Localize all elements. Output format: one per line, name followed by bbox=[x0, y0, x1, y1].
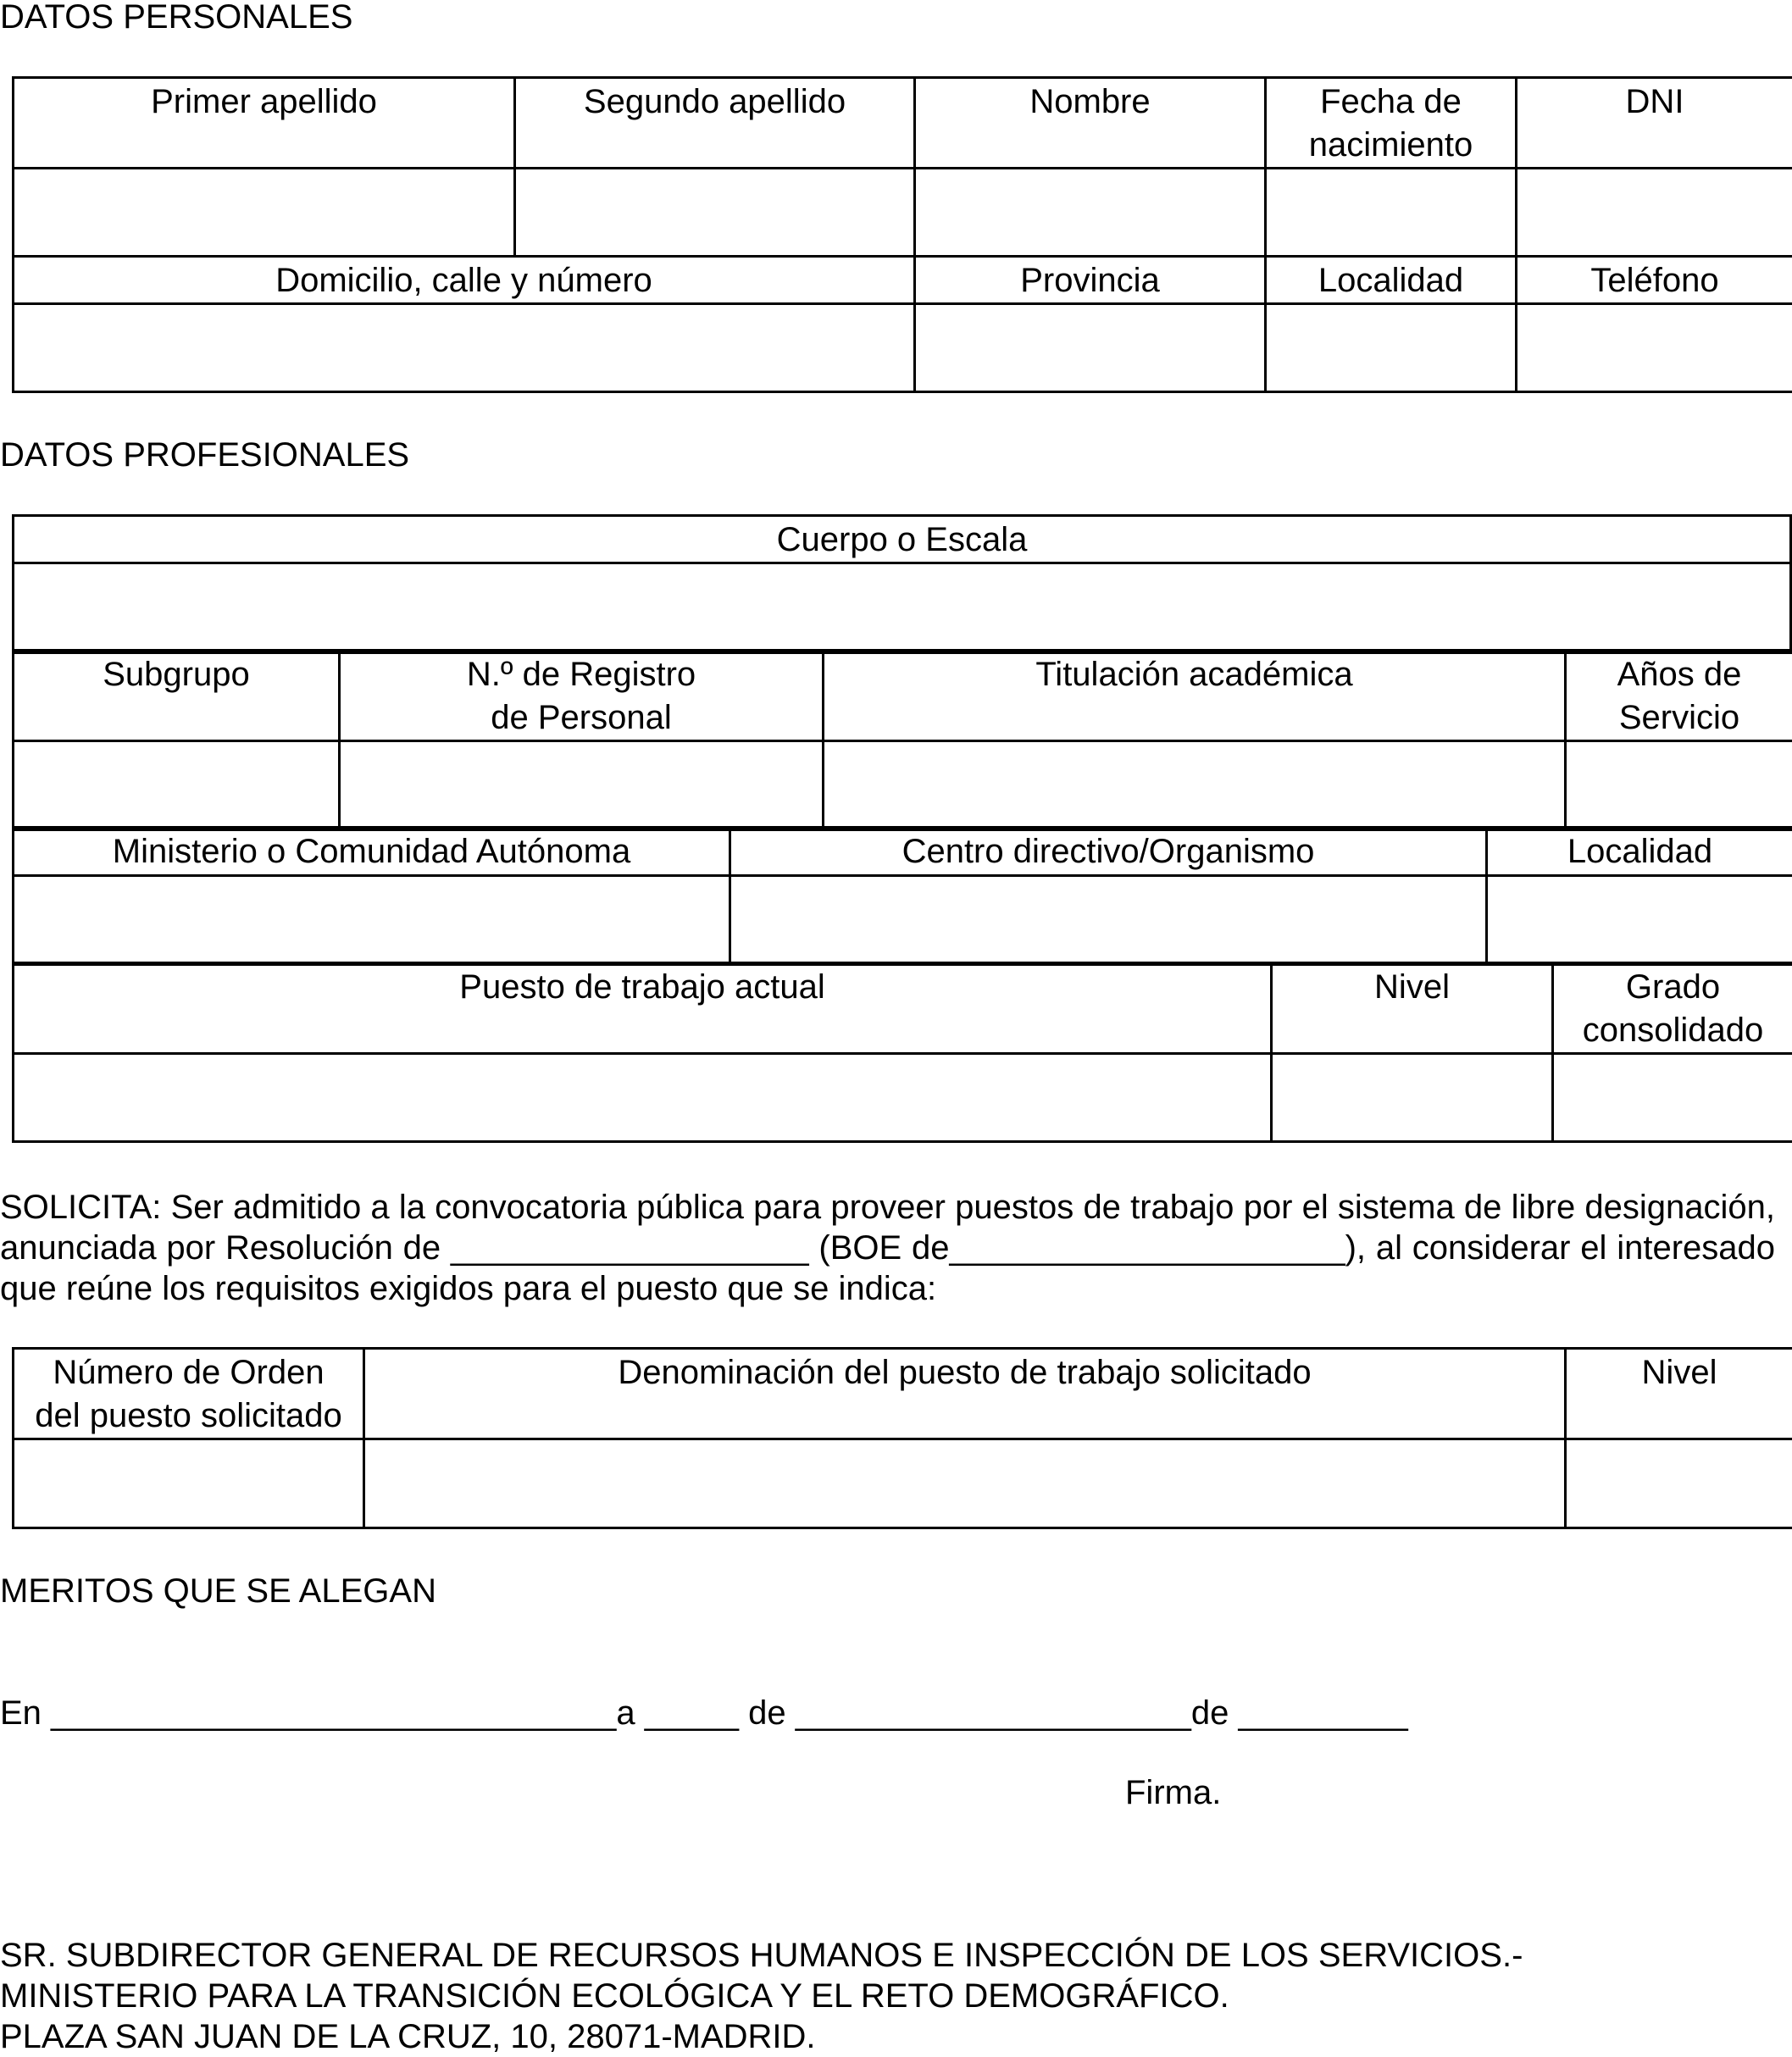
input-segundo-apellido[interactable] bbox=[515, 169, 915, 257]
input-numero-orden[interactable] bbox=[14, 1439, 364, 1528]
addressee-line-2: MINISTERIO PARA LA TRANSICIÓN ECOLÓGICA Y EL RETO DEMOGRÁFICO. bbox=[0, 1977, 1229, 2015]
input-domicilio[interactable] bbox=[14, 304, 915, 392]
section-title-personal: DATOS PERSONALES bbox=[0, 0, 353, 36]
input-nombre[interactable] bbox=[915, 169, 1266, 257]
header-dni: DNI bbox=[1517, 78, 1792, 169]
header-fecha-nacimiento: Fecha de nacimiento bbox=[1266, 78, 1517, 169]
header-denominacion-puesto: Denominación del puesto de trabajo solicitado bbox=[364, 1349, 1566, 1439]
header-cuerpo-escala: Cuerpo o Escala bbox=[14, 516, 1791, 563]
input-provincia[interactable] bbox=[915, 304, 1266, 392]
input-titulacion[interactable] bbox=[824, 741, 1566, 830]
header-titulacion: Titulación académica bbox=[824, 651, 1566, 741]
header-localidad-destino: Localidad bbox=[1487, 828, 1792, 876]
professional-subgrupo-table bbox=[12, 649, 1792, 831]
input-cuerpo-escala[interactable] bbox=[14, 563, 1791, 653]
input-centro-directivo[interactable] bbox=[730, 876, 1487, 965]
input-localidad-destino[interactable] bbox=[1487, 876, 1792, 965]
header-nivel-actual: Nivel bbox=[1272, 963, 1553, 1054]
addressee-line-3: PLAZA SAN JUAN DE LA CRUZ, 10, 28071-MADRID. bbox=[0, 2018, 816, 2055]
professional-puesto-table bbox=[12, 962, 1792, 1143]
input-telefono[interactable] bbox=[1517, 304, 1792, 392]
header-registro-personal: N.º de Registro de Personal bbox=[340, 651, 824, 741]
place-date-line[interactable]: En ______________________________a _____ de _____________________de _________ bbox=[0, 1694, 1408, 1732]
header-provincia: Provincia bbox=[915, 257, 1266, 304]
input-nivel-solicitado[interactable] bbox=[1566, 1439, 1792, 1528]
header-nivel-solicitado: Nivel bbox=[1566, 1349, 1792, 1439]
input-primer-apellido[interactable] bbox=[14, 169, 515, 257]
solicita-paragraph: SOLICITA: Ser admitido a la convocatoria pública para proveer puestos de trabajo por el sistema de libre designación, anunciada por Resolución de ___________________ (BOE de_____________________), al considerar el interesado que reúne los requisitos exigidos para el puesto que se indica: bbox=[0, 1189, 1775, 1307]
header-numero-orden: Número de Orden del puesto solicitado bbox=[14, 1349, 364, 1439]
input-fecha-nacimiento[interactable] bbox=[1266, 169, 1517, 257]
request-table bbox=[12, 1347, 1792, 1529]
input-ministerio[interactable] bbox=[14, 876, 730, 965]
header-grado-consolidado: Grado consolidado bbox=[1553, 963, 1792, 1054]
header-subgrupo: Subgrupo bbox=[14, 651, 340, 741]
personal-data-table bbox=[12, 76, 1792, 393]
input-grado-consolidado[interactable] bbox=[1553, 1054, 1792, 1142]
header-segundo-apellido: Segundo apellido bbox=[515, 78, 915, 169]
signature-label: Firma. bbox=[1125, 1774, 1222, 1811]
professional-cuerpo-table bbox=[12, 514, 1792, 654]
input-denominacion-puesto[interactable] bbox=[364, 1439, 1566, 1528]
professional-ministerio-table bbox=[12, 826, 1792, 966]
section-title-merits: MERITOS QUE SE ALEGAN bbox=[0, 1572, 436, 1610]
input-registro-personal[interactable] bbox=[340, 741, 824, 830]
header-domicilio: Domicilio, calle y número bbox=[14, 257, 915, 304]
header-primer-apellido: Primer apellido bbox=[14, 78, 515, 169]
header-centro-directivo: Centro directivo/Organismo bbox=[730, 828, 1487, 876]
input-subgrupo[interactable] bbox=[14, 741, 340, 830]
input-puesto-actual[interactable] bbox=[14, 1054, 1272, 1142]
header-anos-servicio: Años de Servicio bbox=[1566, 651, 1792, 741]
header-nombre: Nombre bbox=[915, 78, 1266, 169]
section-title-professional: DATOS PROFESIONALES bbox=[0, 436, 410, 474]
input-anos-servicio[interactable] bbox=[1566, 741, 1792, 830]
header-localidad: Localidad bbox=[1266, 257, 1517, 304]
header-telefono: Teléfono bbox=[1517, 257, 1792, 304]
input-nivel-actual[interactable] bbox=[1272, 1054, 1553, 1142]
input-dni[interactable] bbox=[1517, 169, 1792, 257]
addressee-line-1: SR. SUBDIRECTOR GENERAL DE RECURSOS HUMANOS E INSPECCIÓN DE LOS SERVICIOS.- bbox=[0, 1937, 1523, 1974]
input-localidad[interactable] bbox=[1266, 304, 1517, 392]
header-ministerio: Ministerio o Comunidad Autónoma bbox=[14, 828, 730, 876]
header-puesto-actual: Puesto de trabajo actual bbox=[14, 963, 1272, 1054]
